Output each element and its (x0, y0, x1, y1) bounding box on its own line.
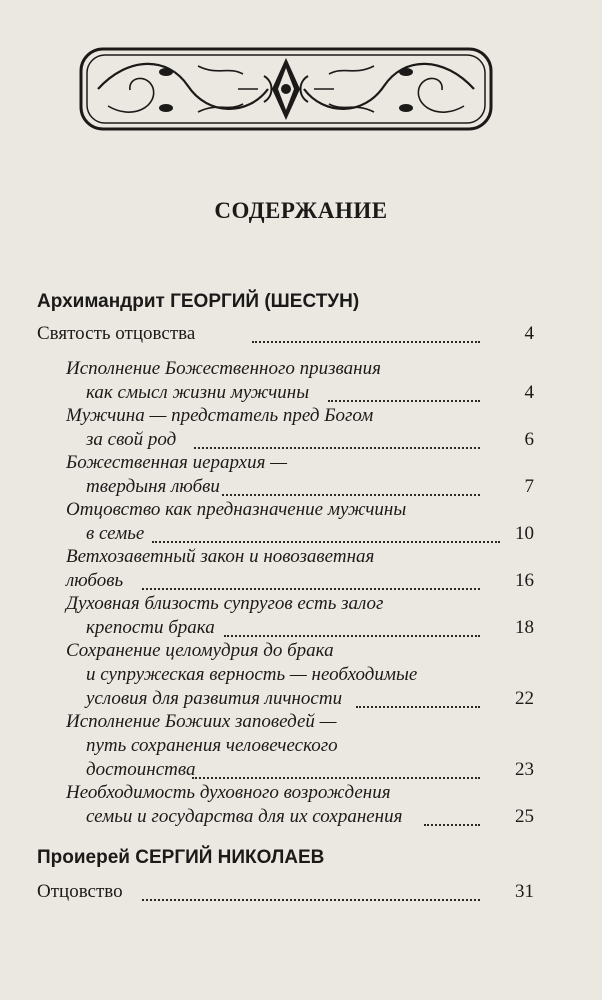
entry-line: твердыня любви (86, 476, 220, 497)
section-title: Отцовство (37, 881, 123, 902)
entry-line: условия для развития личности (86, 688, 343, 709)
dot-leader (152, 541, 500, 543)
toc-entry[interactable] (0, 451, 602, 499)
toc-entry[interactable] (0, 545, 602, 593)
page-number: 4 (524, 323, 534, 344)
section-title: Святость отцовства (37, 323, 196, 344)
page-number: 25 (515, 806, 534, 827)
toc-section[interactable] (0, 322, 602, 350)
page-number: 10 (515, 523, 534, 544)
toc-entry[interactable] (0, 404, 602, 452)
entry-line: в семье (86, 523, 145, 544)
entry-line: Исполнение Божиих заповедей — (66, 711, 337, 732)
page-number: 7 (524, 476, 534, 497)
entry-line: крепости брака (86, 617, 215, 638)
entry-line: за свой род (86, 429, 177, 450)
contents-heading: СОДЕРЖАНИЕ (214, 198, 388, 223)
page-number: 18 (515, 617, 534, 638)
dot-leader (252, 341, 480, 343)
entry-line: Мужчина — предстатель пред Богом (66, 405, 374, 426)
entry-line: семьи и государства для их сохранения (86, 806, 403, 827)
dot-leader (142, 899, 480, 901)
author-name: Проиерей СЕРГИЙ НИКОЛАЕВ (37, 847, 325, 868)
toc-entry[interactable] (0, 498, 602, 546)
entry-line: Необходимость духовного возрождения (66, 782, 391, 803)
entry-line: Духовная близость супругов есть залог (66, 593, 384, 614)
toc-entry[interactable] (0, 357, 602, 405)
dot-leader (192, 777, 480, 779)
entry-line: Исполнение Божественного призвания (66, 358, 381, 379)
toc-section[interactable] (0, 880, 602, 908)
entry-line: Ветхозаветный закон и новозаветная (66, 546, 375, 567)
dot-leader (328, 400, 480, 402)
page-number: 23 (515, 759, 534, 780)
dot-leader (222, 494, 480, 496)
page-number: 31 (515, 881, 534, 902)
page-number: 4 (524, 382, 534, 403)
toc-entry[interactable] (0, 592, 602, 640)
entry-line: путь сохранения человеческого (86, 735, 338, 756)
toc-entry[interactable] (0, 781, 602, 829)
dot-leader (224, 635, 480, 637)
entry-line: и супружеская верность — необходимые (86, 664, 418, 685)
toc-entry[interactable] (0, 710, 602, 782)
entry-line: Отцовство как предназначение мужчины (66, 499, 407, 520)
author-name: Архимандрит ГЕОРГИЙ (ШЕСТУН) (37, 291, 360, 312)
dot-leader (142, 588, 480, 590)
entry-line: достоинства (86, 759, 196, 780)
page-number: 22 (515, 688, 534, 709)
dot-leader (424, 824, 480, 826)
entry-line: Божественная иерархия — (66, 452, 288, 473)
dot-leader (194, 447, 480, 449)
entry-line: Сохранение целомудрия до брака (66, 640, 334, 661)
decorative-ornament (78, 46, 494, 132)
page-number: 16 (515, 570, 534, 591)
entry-line: как смысл жизни мужчины (86, 382, 310, 403)
entry-line: любовь (66, 570, 124, 591)
page-number: 6 (524, 429, 534, 450)
dot-leader (356, 706, 480, 708)
toc-entry[interactable] (0, 639, 602, 711)
